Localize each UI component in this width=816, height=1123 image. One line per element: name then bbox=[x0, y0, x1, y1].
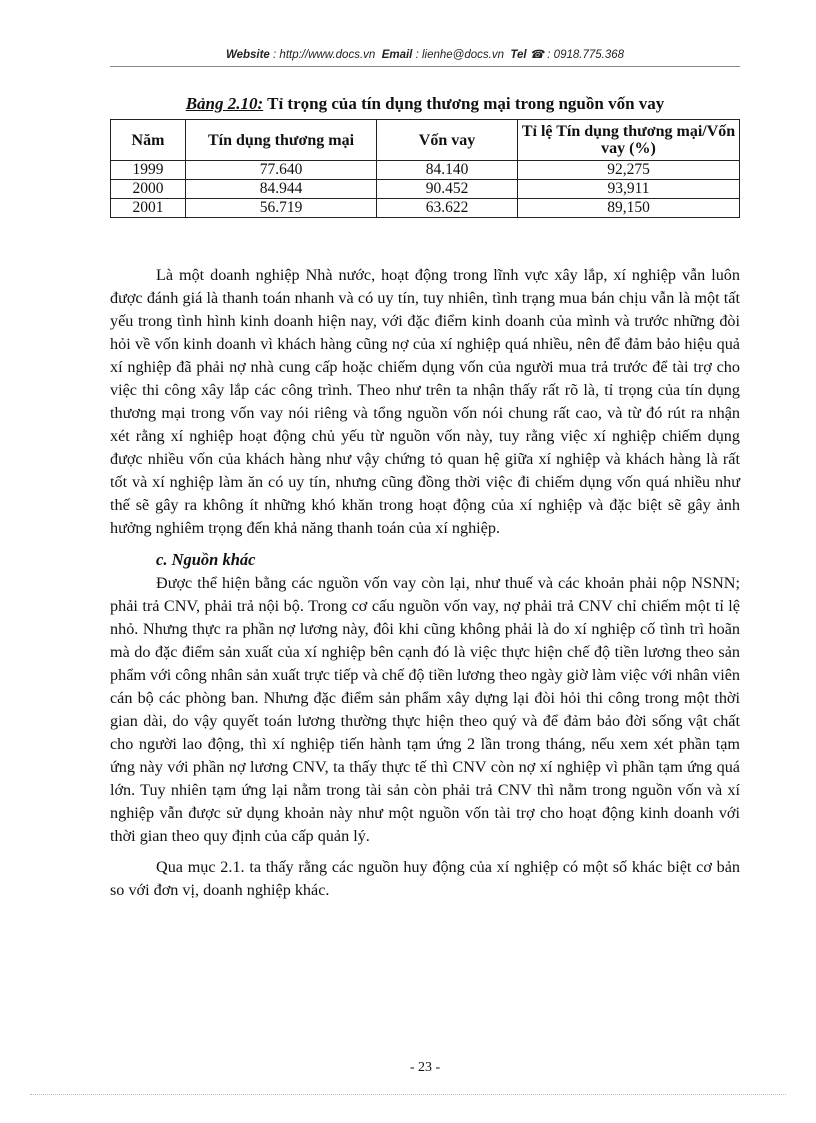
paragraph-3: Qua mục 2.1. ta thấy rằng các nguồn huy động của xí nghiệp có một số khác biệt cơ bản so với đơn vị, doanh nghiệp khác. bbox=[110, 858, 740, 899]
table-cell: 1999 bbox=[111, 161, 186, 180]
table-cell: 2000 bbox=[111, 180, 186, 199]
table-cell: 56.719 bbox=[186, 199, 377, 218]
table-cell: 92,275 bbox=[518, 161, 740, 180]
tel-value: : 0918.775.368 bbox=[547, 49, 625, 61]
email-value: : lienhe@docs.vn bbox=[415, 49, 504, 61]
table-cell: 93,911 bbox=[518, 180, 740, 199]
table-row bbox=[111, 180, 740, 199]
table-cell: 89,150 bbox=[518, 199, 740, 218]
caption-label: Bảng 2.10: bbox=[185, 94, 264, 113]
header-cell-loan: Vốn vay bbox=[377, 120, 518, 161]
header-divider bbox=[110, 66, 740, 67]
table-cell: 77.640 bbox=[186, 161, 377, 180]
body-text bbox=[110, 264, 740, 902]
page-header bbox=[110, 47, 740, 61]
credit-ratio-table bbox=[110, 119, 740, 218]
table-header-row bbox=[111, 120, 740, 161]
table-cell: 90.452 bbox=[377, 180, 518, 199]
header-cell-trade-credit: Tín dụng thương mại bbox=[186, 120, 377, 161]
section-heading-c: c. Nguồn khác bbox=[156, 550, 256, 569]
caption-title: Tỉ trọng của tín dụng thương mại trong nguồn vốn vay bbox=[263, 94, 665, 113]
website-label: Website bbox=[225, 49, 270, 61]
header-cell-ratio: Tỉ lệ Tín dụng thương mại/Vốn vay (%) bbox=[518, 120, 740, 161]
paragraph-2: Được thể hiện bằng các nguồn vốn vay còn lại, như thuế và các khoản phải nộp NSNN; phải trả CNV, phải trả nội bộ. Trong cơ cấu nguồn vốn vay, nợ phải trả CNV chỉ chiếm một tỉ lệ nhỏ. Nhưng thực ra phần nợ lương này, đôi khi cũng không phải là do xí nghiệp cố tình trì hoãn mà do đặc điểm sản xuất của xí nghiệp bên cạnh đó là việc thực hiện chế độ tiền lương theo sản phẩm với công nhân sản xuất trực tiếp và chế độ tiền lương theo ngày giờ làm việc với nhân viên cán bộ các phòng ban. Nhưng đặc điểm sản phẩm xây dựng lại đòi hỏi thi công trong một thời gian dài, do vậy quyết toán lương thường thực hiện theo quý và để đảm bảo đời sống vật chất cho người lao động, thì xí nghiệp tiến hành tạm ứng 2 lần trong tháng, nếu xem xét phần tạm ứng này với phần nợ lương CNV, ta thấy thực tế thì CNV còn nợ xí nghiệp vì phần tạm ứng quá lớn. Tuy nhiên tạm ứng lại nằm trong tài sản còn phải trả CNV thì nằm trong nguồn vốn và xí nghiệp vẫn được sử dụng khoản này như một nguồn vốn tài trợ cho hoạt động kinh doanh với thời gian theo quy định của cấp quản lý. bbox=[110, 574, 740, 845]
table-cell: 63.622 bbox=[377, 199, 518, 218]
footer-divider bbox=[30, 1094, 786, 1095]
table-cell: 2001 bbox=[111, 199, 186, 218]
header-cell-year: Năm bbox=[111, 120, 186, 161]
tel-label: Tel bbox=[510, 49, 527, 61]
phone-icon: ☎ bbox=[529, 49, 545, 61]
paragraph-1: Là một doanh nghiệp Nhà nước, hoạt động trong lĩnh vực xây lắp, xí nghiệp vẫn luôn được đánh giá là thanh toán nhanh và có uy tín, tuy nhiên, tình trạng mua bán chịu vẫn là một tất yếu trong tình hình kinh doanh hiện nay, với đặc điểm kinh doanh của mình và trước những đòi hỏi về vốn kinh doanh vì khách hàng cũng nợ của xí nghiệp quá nhiều, nên để đảm bảo hiệu quả xí nghiệp đã phải nợ nhà cung cấp hoặc chiếm dụng vốn của người mua trả trước để tài trợ cho việc thi công xây lắp các công trình. Theo như trên ta nhận thấy rất rõ là, tỉ trọng của tín dụng thương mại trong vốn vay nói riêng và tổng nguồn vốn nói chung rất cao, và từ đó rút ra nhận xét rằng xí nghiệp hoạt động chủ yếu từ nguồn vốn này, tuy rằng việc xí nghiệp chiếm dụng được nhiều vốn của khách hàng như vậy chứng tỏ quan hệ giữa xí nghiệp và khách hàng là rất tốt và xí nghiệp làm ăn có uy tín, nhưng cũng đồng thời việc đi chiếm dụng vốn quá nhiều như thế sẽ gây ra không ít những khó khăn trong hoạt động của xí nghiệp và đặc biệt sẽ gây ảnh hưởng nghiêm trọng đến khả năng thanh toán của xí nghiệp. bbox=[110, 266, 740, 537]
table-caption bbox=[110, 94, 740, 114]
table-row bbox=[111, 161, 740, 180]
website-value: : http://www.docs.vn bbox=[273, 49, 376, 61]
page-number: - 23 - bbox=[409, 1060, 441, 1075]
table-row bbox=[111, 199, 740, 218]
email-label: Email bbox=[381, 49, 413, 61]
table-cell: 84.944 bbox=[186, 180, 377, 199]
table-cell: 84.140 bbox=[377, 161, 518, 180]
